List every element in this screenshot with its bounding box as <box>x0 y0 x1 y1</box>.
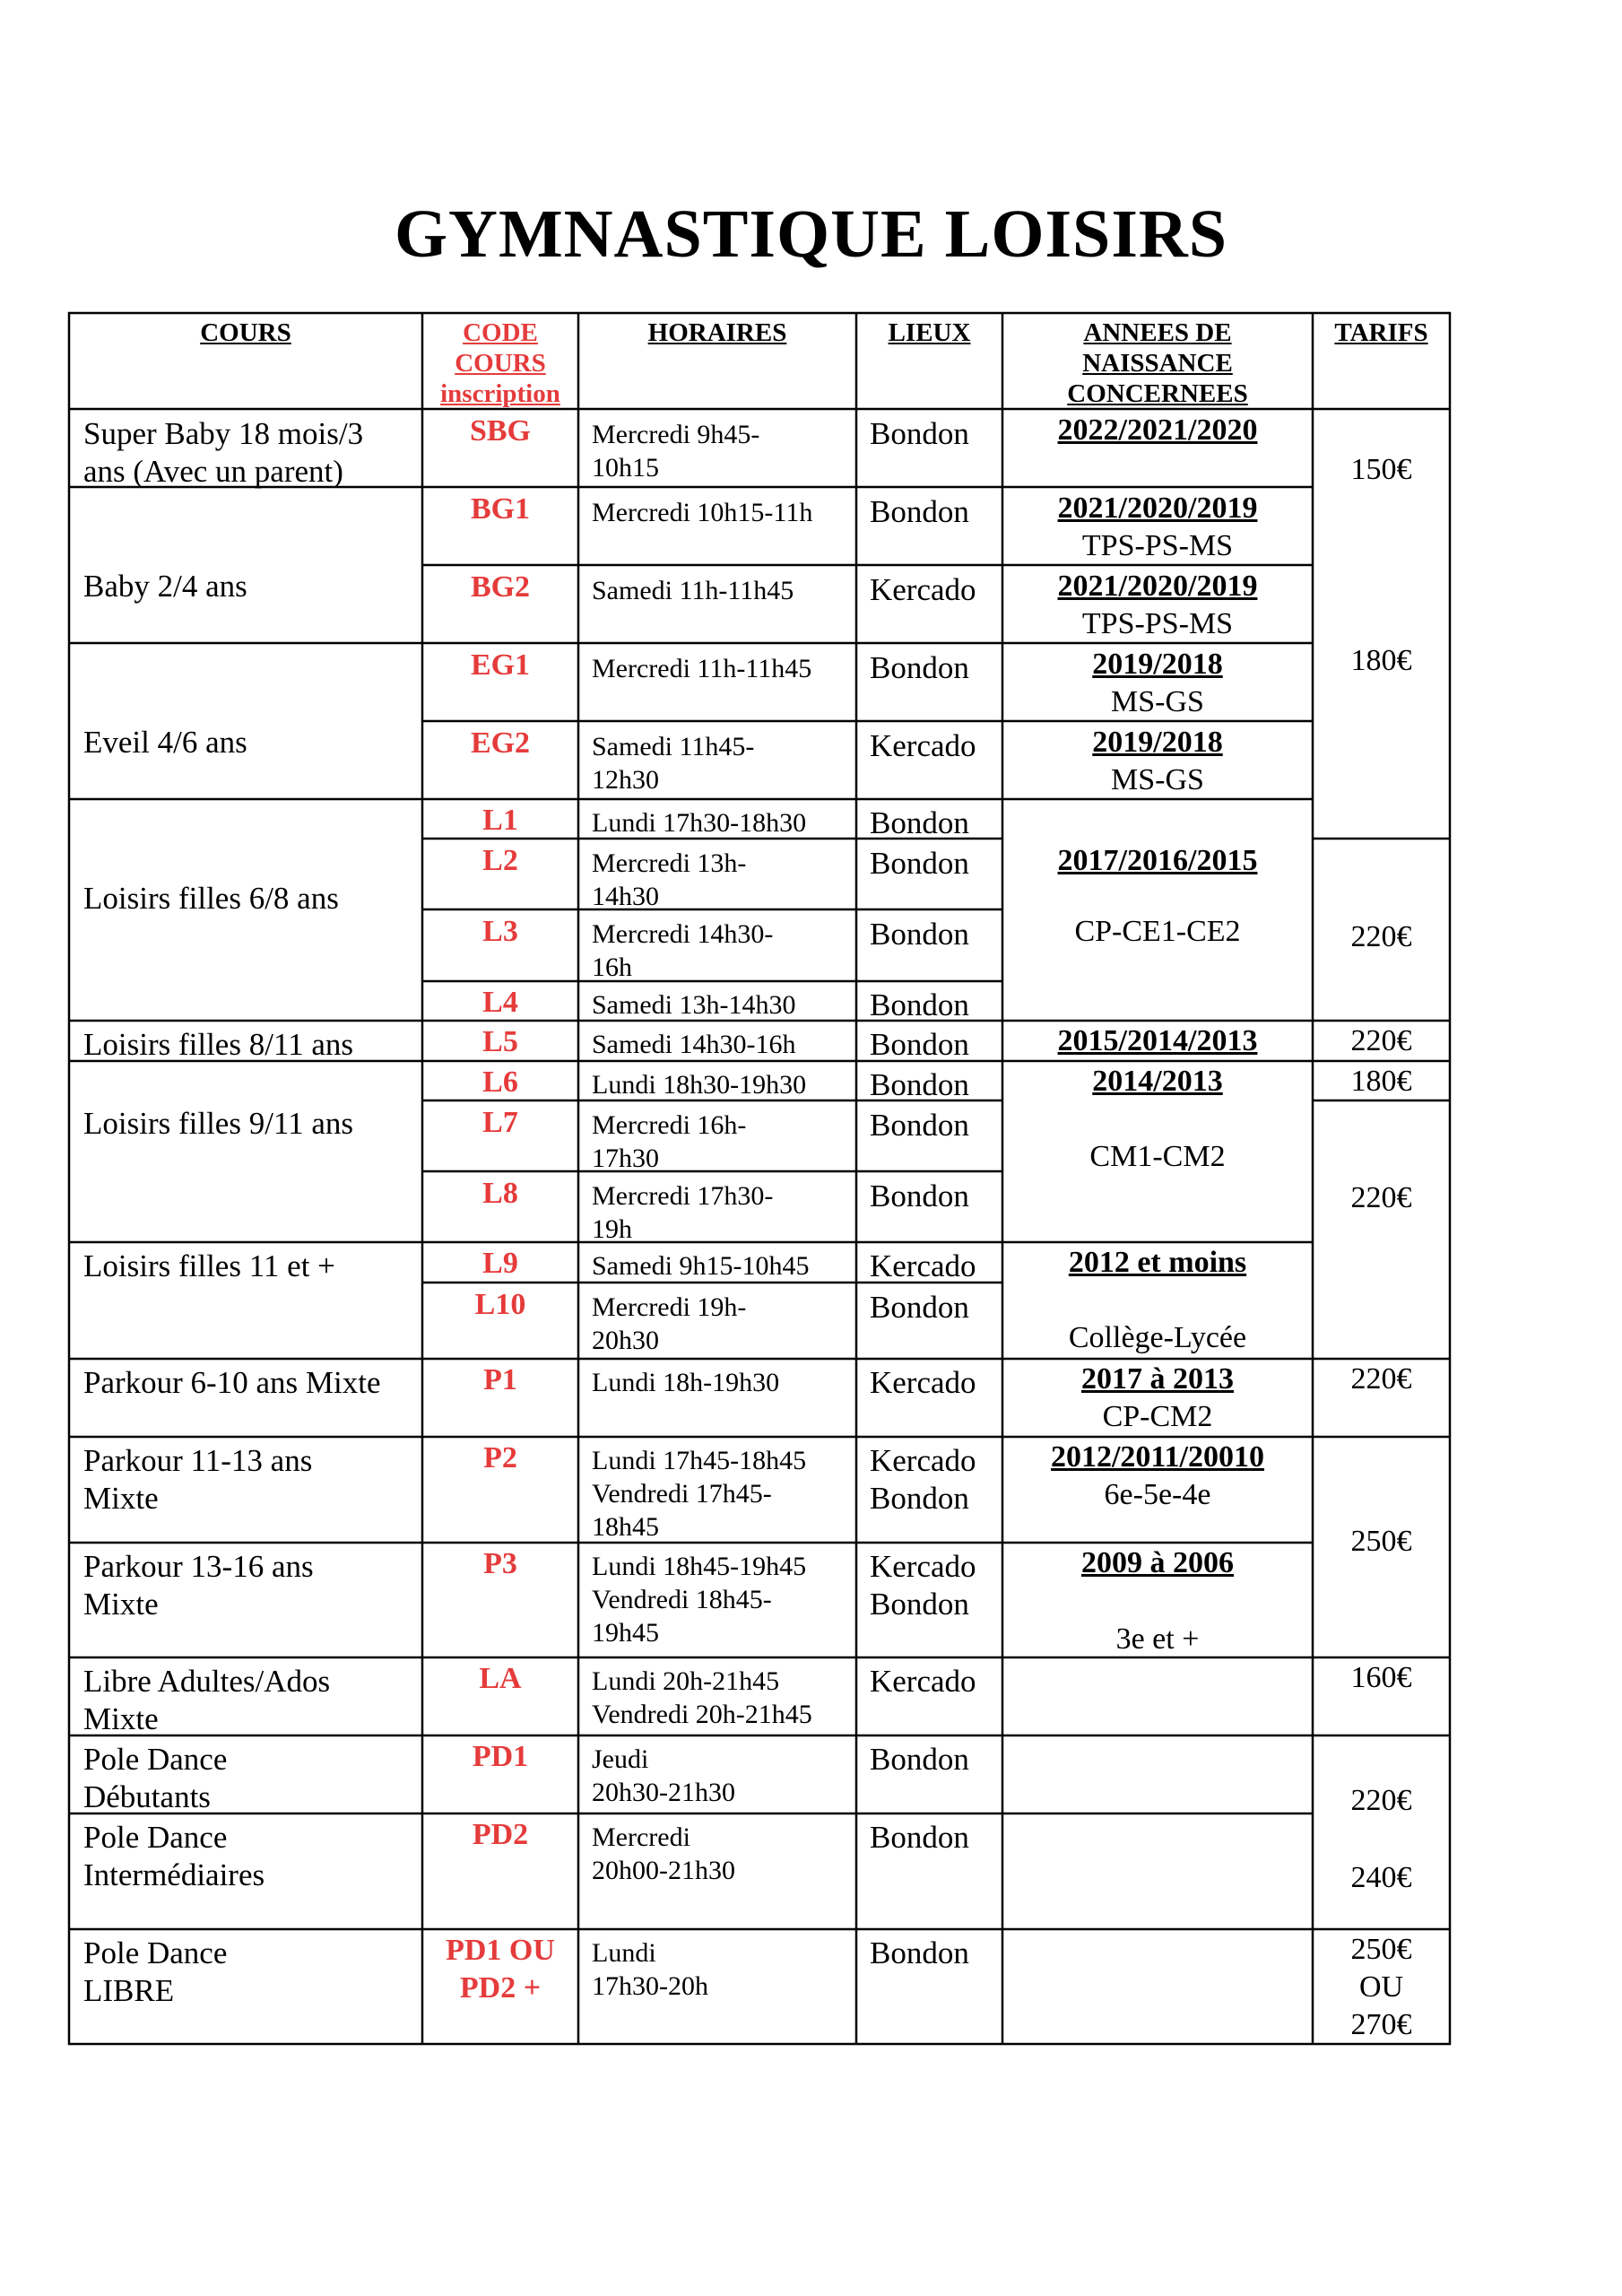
horaire-l5: Samedi 14h30-16h <box>592 1030 796 1059</box>
tarif-pd-libre-line1: 250€ <box>1350 1933 1412 1966</box>
horaire-p3-line1: Lundi 18h45-19h45 <box>592 1552 807 1581</box>
lieu-bg1: Bondon <box>870 494 969 529</box>
annees-l9: 2012 et moins <box>1068 1246 1247 1279</box>
tarif-p2-p3: 250€ <box>1350 1525 1412 1558</box>
horaire-p2-line3: 18h45 <box>592 1512 659 1542</box>
cours-superbaby-line1: Super Baby 18 mois/3 <box>83 416 364 451</box>
niveau-bg1: TPS-PS-MS <box>1081 529 1234 562</box>
annees-l5: 2015/2014/2013 <box>1057 1024 1258 1057</box>
lieu-eg2: Kercado <box>870 728 976 763</box>
horaire-l8-line1: Mercredi 17h30- <box>592 1181 774 1211</box>
horaire-bg1: Mercredi 10h15-11h <box>592 498 813 527</box>
horaire-l6: Lundi 18h30-19h30 <box>592 1070 807 1100</box>
header-code-line3: inscription <box>440 379 560 408</box>
code-bg1: BG1 <box>470 492 531 526</box>
code-l8: L8 <box>482 1177 518 1210</box>
lieu-l2: Bondon <box>870 846 969 881</box>
horaire-p3-line2: Vendredi 18h45- <box>592 1585 772 1614</box>
annees-p1: 2017 à 2013 <box>1081 1362 1234 1396</box>
cours-parkour-6-10: Parkour 6-10 ans Mixte <box>83 1365 381 1400</box>
lieu-p3-line2: Bondon <box>870 1587 969 1622</box>
horaire-l9: Samedi 9h15-10h45 <box>592 1251 810 1281</box>
tarif-la: 160€ <box>1350 1661 1412 1694</box>
code-p2: P2 <box>483 1441 517 1474</box>
code-la: LA <box>479 1662 522 1695</box>
annees-bg2: 2021/2020/2019 <box>1057 570 1258 603</box>
horaire-eg2-line1: Samedi 11h45- <box>592 732 755 761</box>
code-eg1: EG1 <box>470 648 531 682</box>
code-p3: P3 <box>483 1547 517 1580</box>
code-l6: L6 <box>482 1065 518 1099</box>
tarif-l5: 220€ <box>1350 1024 1412 1057</box>
code-p1: P1 <box>483 1363 517 1396</box>
horaire-sbg-line2: 10h15 <box>592 453 659 483</box>
lieu-sbg: Bondon <box>870 416 969 451</box>
lieu-l10: Bondon <box>870 1290 969 1325</box>
annees-loisirs-6-8: 2017/2016/2015 <box>1057 844 1258 877</box>
niveau-loisirs-9-11: CM1-CM2 <box>1089 1140 1226 1173</box>
code-sbg: SBG <box>469 414 532 448</box>
lieu-pd2: Bondon <box>870 1820 969 1855</box>
cours-loisirs-6-8: Loisirs filles 6/8 ans <box>83 881 339 916</box>
niveau-eg2: MS-GS <box>1111 763 1204 796</box>
horaire-l2-line1: Mercredi 13h- <box>592 848 747 878</box>
lieu-l7: Bondon <box>870 1108 969 1143</box>
cours-loisirs-8-11: Loisirs filles 8/11 ans <box>83 1027 354 1062</box>
horaire-pd1-line1: Jeudi <box>592 1744 649 1774</box>
cours-libre-line1: Libre Adultes/Ados <box>83 1664 331 1699</box>
cours-loisirs-9-11: Loisirs filles 9/11 ans <box>83 1106 354 1141</box>
niveau-p1: CP-CM2 <box>1102 1400 1213 1433</box>
header-cours: COURS <box>200 318 291 347</box>
tarif-pd1: 220€ <box>1350 1784 1412 1817</box>
horaire-l3-line1: Mercredi 14h30- <box>592 919 774 949</box>
lieu-l6: Bondon <box>870 1067 969 1102</box>
annees-p3: 2009 à 2006 <box>1081 1546 1234 1579</box>
niveau-p3: 3e et + <box>1115 1622 1200 1656</box>
header-code-line2: COURS <box>455 349 546 378</box>
cours-superbaby-line2: ans (Avec un parent) <box>83 454 343 489</box>
code-l7: L7 <box>482 1106 518 1139</box>
code-pd2: PD2 <box>472 1818 529 1851</box>
lieu-pd1: Bondon <box>870 1742 969 1777</box>
header-tarifs: TARIFS <box>1334 318 1428 347</box>
horaire-l7-line1: Mercredi 16h- <box>592 1110 747 1140</box>
cours-pd1-line1: Pole Dance <box>83 1742 228 1777</box>
niveau-p2: 6e-5e-4e <box>1104 1478 1211 1511</box>
lieu-eg1: Bondon <box>870 650 969 685</box>
code-l10: L10 <box>474 1288 526 1321</box>
tarif-l6: 180€ <box>1350 1065 1412 1098</box>
annees-l6: 2014/2013 <box>1092 1065 1223 1098</box>
code-bg2: BG2 <box>470 570 531 604</box>
horaire-pd1-line2: 20h30-21h30 <box>592 1778 735 1807</box>
lieu-p2-line2: Bondon <box>870 1481 969 1516</box>
horaire-l2-line2: 14h30 <box>592 882 659 911</box>
code-l4: L4 <box>482 986 518 1019</box>
lieu-l5: Bondon <box>870 1027 969 1062</box>
horaire-la-line2: Vendredi 20h-21h45 <box>592 1700 812 1729</box>
lieu-la: Kercado <box>870 1664 976 1699</box>
lieu-p1: Kercado <box>870 1365 976 1400</box>
code-pd-libre-line1: PD1 OU <box>446 1934 555 1967</box>
code-l5: L5 <box>482 1025 518 1058</box>
code-l1: L1 <box>482 804 518 837</box>
niveau-bg2: TPS-PS-MS <box>1081 607 1234 640</box>
header-annees-line2: NAISSANCE <box>1082 349 1233 378</box>
header-horaires: HORAIRES <box>647 318 787 347</box>
annees-p2: 2012/2011/20010 <box>1050 1440 1265 1474</box>
horaire-pd-libre-line1: Lundi <box>592 1938 656 1968</box>
niveau-eg1: MS-GS <box>1111 685 1204 718</box>
cours-pd-libre-line1: Pole Dance <box>83 1935 228 1970</box>
code-eg2: EG2 <box>470 726 531 760</box>
horaire-eg2-line2: 12h30 <box>592 765 659 795</box>
horaire-l1: Lundi 17h30-18h30 <box>592 808 807 838</box>
code-l3: L3 <box>482 915 518 948</box>
code-l9: L9 <box>482 1247 518 1280</box>
horaire-l4: Samedi 13h-14h30 <box>592 990 796 1020</box>
lieu-l9: Kercado <box>870 1248 976 1283</box>
cours-parkour-11-13-line1: Parkour 11-13 ans <box>83 1443 313 1478</box>
lieu-p3-line1: Kercado <box>870 1549 976 1584</box>
horaire-eg1: Mercredi 11h-11h45 <box>592 654 812 683</box>
lieu-l4: Bondon <box>870 987 969 1022</box>
tarif-pd-libre-line3: 270€ <box>1350 2008 1412 2041</box>
header-annees-line1: ANNEES DE <box>1083 318 1232 347</box>
horaire-p2-line2: Vendredi 17h45- <box>592 1479 772 1509</box>
horaire-l7-line2: 17h30 <box>592 1144 659 1173</box>
lieu-l8: Bondon <box>870 1178 969 1213</box>
lieu-p2-line1: Kercado <box>870 1443 976 1478</box>
header-code-line1: CODE <box>463 318 538 347</box>
horaire-l10-line2: 20h30 <box>592 1326 659 1355</box>
horaire-p3-line3: 19h45 <box>592 1618 659 1648</box>
lieu-pd-libre: Bondon <box>870 1935 969 1970</box>
cours-libre-line2: Mixte <box>83 1701 159 1736</box>
tarif-loisirs-6-8: 220€ <box>1350 920 1412 953</box>
niveau-l9: Collège-Lycée <box>1068 1321 1247 1354</box>
horaire-p1: Lundi 18h-19h30 <box>592 1368 780 1397</box>
cours-eveil: Eveil 4/6 ans <box>83 725 247 760</box>
horaire-pd2-line1: Mercredi <box>592 1822 690 1852</box>
annees-bg1: 2021/2020/2019 <box>1057 491 1258 525</box>
lieu-bg2: Kercado <box>870 572 976 607</box>
tarif-pd2: 240€ <box>1350 1861 1412 1894</box>
cours-baby: Baby 2/4 ans <box>83 569 247 604</box>
horaire-pd2-line2: 20h00-21h30 <box>592 1856 735 1885</box>
niveau-loisirs-6-8: CP-CE1-CE2 <box>1074 915 1241 948</box>
page-title: GYMNASTIQUE LOISIRS <box>394 196 1228 272</box>
lieu-l3: Bondon <box>870 917 969 952</box>
cours-pd2-line2: Intermédiaires <box>83 1857 265 1892</box>
tarif-l7-l10: 220€ <box>1350 1181 1412 1214</box>
tarif-sbg: 150€ <box>1350 453 1412 486</box>
tarif-pd-libre-line2: OU <box>1358 1970 1404 2004</box>
cours-loisirs-11-plus: Loisirs filles 11 et + <box>83 1248 335 1283</box>
code-pd1: PD1 <box>472 1740 529 1773</box>
horaire-bg2: Samedi 11h-11h45 <box>592 576 794 605</box>
horaire-l10-line1: Mercredi 19h- <box>592 1292 747 1322</box>
cours-pd1-line2: Débutants <box>83 1779 211 1814</box>
cours-pd-libre-line2: LIBRE <box>83 1973 175 2008</box>
cours-parkour-13-16-line1: Parkour 13-16 ans <box>83 1549 314 1584</box>
horaire-l8-line2: 19h <box>592 1214 632 1244</box>
annees-eg2: 2019/2018 <box>1092 726 1223 759</box>
code-l2: L2 <box>482 844 518 877</box>
tarif-p1: 220€ <box>1350 1362 1412 1396</box>
horaire-l3-line2: 16h <box>592 952 632 982</box>
lieu-l1: Bondon <box>870 805 969 840</box>
horaire-la-line1: Lundi 20h-21h45 <box>592 1666 780 1696</box>
annees-sbg: 2022/2021/2020 <box>1057 413 1258 447</box>
cours-pd2-line1: Pole Dance <box>83 1820 228 1855</box>
tarif-baby-eveil: 180€ <box>1350 644 1412 677</box>
cours-parkour-11-13-line2: Mixte <box>83 1481 159 1516</box>
header-lieux: LIEUX <box>888 318 971 347</box>
header-annees-line3: CONCERNEES <box>1067 379 1248 408</box>
cours-parkour-13-16-line2: Mixte <box>83 1587 159 1622</box>
code-pd-libre-line2: PD2 + <box>459 1971 542 2005</box>
horaire-p2-line1: Lundi 17h45-18h45 <box>592 1446 807 1475</box>
annees-eg1: 2019/2018 <box>1092 648 1223 681</box>
horaire-sbg-line1: Mercredi 9h45- <box>592 420 760 449</box>
horaire-pd-libre-line2: 17h30-20h <box>592 1971 708 2001</box>
